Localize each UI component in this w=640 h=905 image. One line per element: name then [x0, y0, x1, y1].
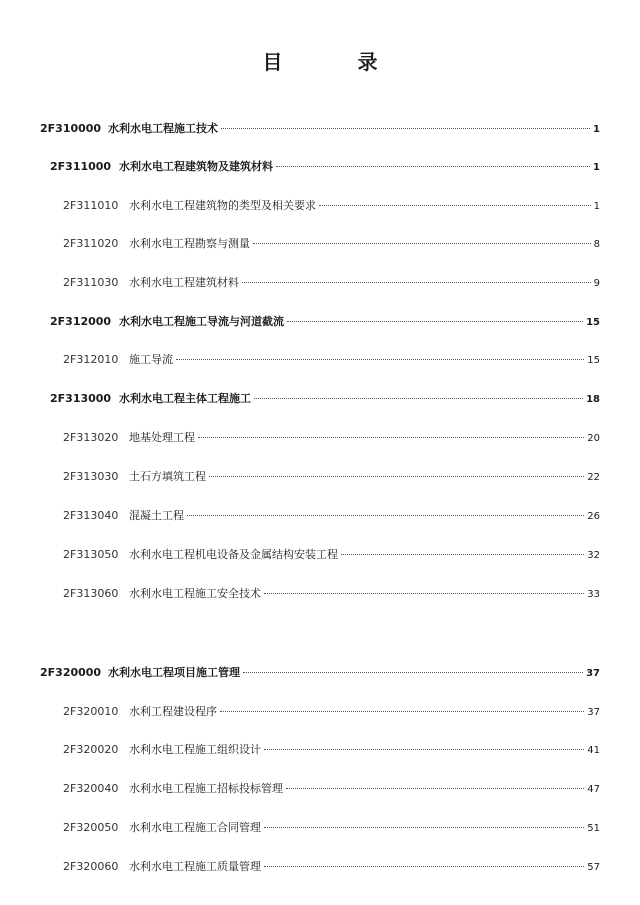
- toc-entry-code: 2F320050: [63, 821, 119, 834]
- dot-leader: [187, 515, 584, 516]
- toc-entry-label: 水利水电工程施工组织设计: [129, 743, 261, 756]
- toc-entry-label: 水利水电工程主体工程施工: [119, 392, 251, 405]
- dot-leader: [319, 205, 591, 206]
- toc-entry-code: 2F311020: [63, 237, 119, 250]
- toc-entry-code: 2F312010: [63, 353, 119, 366]
- dot-leader: [220, 711, 584, 712]
- toc-entry[interactable]: [40, 122, 600, 137]
- toc-entry-label: 水利水电工程施工合同管理: [129, 821, 261, 834]
- toc-entry[interactable]: [50, 160, 600, 175]
- dot-leader: [287, 321, 583, 322]
- toc-entry-page-number: 33: [587, 589, 600, 600]
- toc-entry-code: 2F313020: [63, 431, 119, 444]
- toc-entry-label: 水利水电工程施工招标投标管理: [129, 782, 283, 795]
- toc-entry[interactable]: [63, 821, 600, 836]
- toc-entry-code: 2F311010: [63, 199, 119, 212]
- toc-entry-code: 2F320000: [40, 666, 102, 679]
- toc-entry-page-number: 37: [587, 707, 600, 718]
- toc-entry-label: 水利水电工程建筑物的类型及相关要求: [129, 199, 316, 212]
- toc-entry-label: 水利水电工程施工技术: [108, 122, 218, 135]
- toc-entry-code: 2F310000: [40, 122, 102, 135]
- toc-entry-label: 地基处理工程: [129, 431, 195, 444]
- toc-entry-label: 水利水电工程机电设备及金属结构安装工程: [129, 548, 338, 561]
- toc-entry-page-number: 57: [587, 862, 600, 873]
- toc-entry[interactable]: [63, 743, 600, 758]
- toc-entry-label: 水利水电工程建筑物及建筑材料: [119, 160, 273, 173]
- toc-entry[interactable]: [63, 237, 600, 252]
- toc-entry-label: 施工导流: [129, 353, 173, 366]
- toc-entry-label: 水利水电工程施工安全技术: [129, 587, 261, 600]
- dot-leader: [198, 437, 584, 438]
- dot-leader: [264, 593, 584, 594]
- toc-entry-page-number: 18: [586, 394, 600, 405]
- toc-entry[interactable]: [63, 587, 600, 602]
- toc-entry-label: 水利水电工程项目施工管理: [108, 666, 240, 679]
- dot-leader: [276, 166, 590, 167]
- dot-leader: [209, 476, 584, 477]
- toc-entry[interactable]: [63, 431, 600, 446]
- toc-entry-code: 2F320040: [63, 782, 119, 795]
- toc-entry-page-number: 37: [586, 668, 600, 679]
- toc-entry-page-number: 41: [587, 745, 600, 756]
- toc-entry-page-number: 20: [587, 433, 600, 444]
- toc-entry-label: 混凝土工程: [129, 509, 184, 522]
- toc-entry-label: 水利水电工程勘察与测量: [129, 237, 250, 250]
- toc-entry-code: 2F311030: [63, 276, 119, 289]
- toc-entry[interactable]: [40, 666, 600, 681]
- toc-entry-label: 水利水电工程建筑材料: [129, 276, 239, 289]
- toc-entry-page-number: 51: [587, 823, 600, 834]
- toc-entry[interactable]: [63, 199, 600, 214]
- toc-entry-page-number: 47: [587, 784, 600, 795]
- toc-entry[interactable]: [50, 315, 600, 330]
- page-title: 目 录: [262, 50, 412, 74]
- toc-entry[interactable]: [63, 705, 600, 720]
- toc-entry-code: 2F320060: [63, 860, 119, 873]
- toc-entry-page-number: 26: [587, 511, 600, 522]
- toc-entry-code: 2F313050: [63, 548, 119, 561]
- dot-leader: [264, 827, 584, 828]
- toc-entry-page-number: 1: [593, 201, 600, 212]
- toc-entry-page-number: 1: [593, 124, 600, 135]
- toc-entry[interactable]: [63, 548, 600, 563]
- dot-leader: [242, 282, 591, 283]
- dot-leader: [341, 554, 584, 555]
- toc-entry[interactable]: [50, 392, 600, 407]
- dot-leader: [253, 243, 591, 244]
- toc-entry[interactable]: [63, 276, 600, 291]
- dot-leader: [286, 788, 584, 789]
- dot-leader: [254, 398, 583, 399]
- toc-entry-code: 2F311000: [50, 160, 112, 173]
- dot-leader: [176, 359, 584, 360]
- toc-entry-page-number: 9: [593, 278, 600, 289]
- dot-leader: [243, 672, 583, 673]
- toc-entry-code: 2F320020: [63, 743, 119, 756]
- toc-entry-page-number: 15: [586, 317, 600, 328]
- dot-leader: [264, 866, 584, 867]
- toc-entry-page-number: 22: [587, 472, 600, 483]
- toc-entry-code: 2F320010: [63, 705, 119, 718]
- toc-entry-code: 2F313060: [63, 587, 119, 600]
- toc-entry[interactable]: [63, 470, 600, 485]
- toc-entry-label: 土石方填筑工程: [129, 470, 206, 483]
- toc-entry-code: 2F313000: [50, 392, 112, 405]
- toc-entry-page-number: 32: [587, 550, 600, 561]
- toc-entry[interactable]: [63, 782, 600, 797]
- toc-entry-label: 水利工程建设程序: [129, 705, 217, 718]
- toc-entry-code: 2F313040: [63, 509, 119, 522]
- toc-entry[interactable]: [63, 860, 600, 875]
- toc-entry[interactable]: [63, 509, 600, 524]
- toc-entry-code: 2F312000: [50, 315, 112, 328]
- toc-entry[interactable]: [63, 353, 600, 368]
- toc-entry-label: 水利水电工程施工导流与河道截流: [119, 315, 284, 328]
- toc-entry-page-number: 15: [587, 355, 600, 366]
- toc-entry-label: 水利水电工程施工质量管理: [129, 860, 261, 873]
- toc-entry-page-number: 8: [593, 239, 600, 250]
- dot-leader: [221, 128, 590, 129]
- toc-entry-page-number: 1: [593, 162, 600, 173]
- toc-entry-code: 2F313030: [63, 470, 119, 483]
- dot-leader: [264, 749, 584, 750]
